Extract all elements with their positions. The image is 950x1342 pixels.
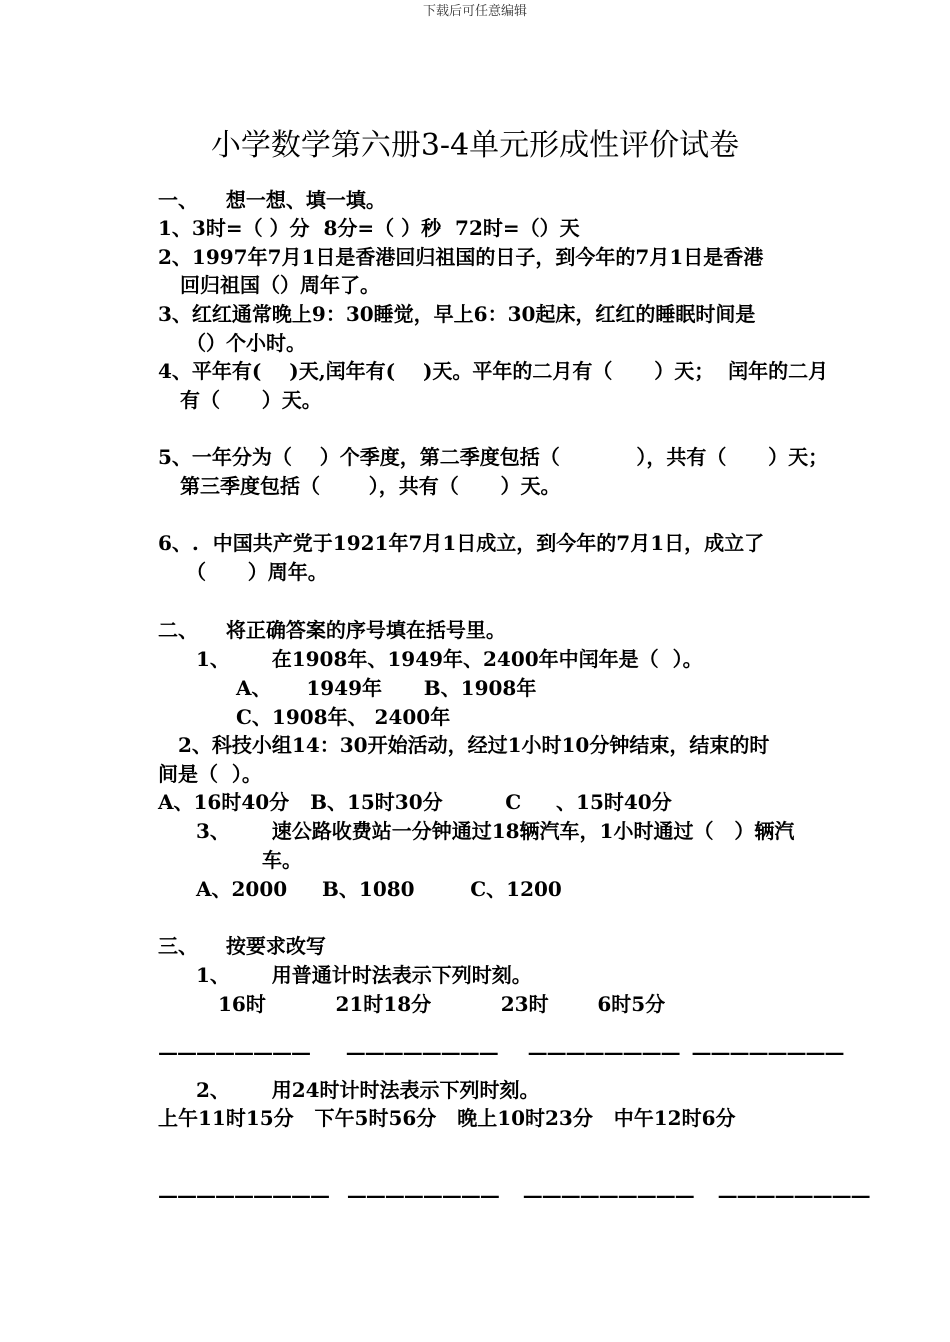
s1-question-3-line2: （）个小时。 [186, 331, 306, 355]
s2-question-3-line2: 车。 [262, 848, 302, 872]
page-header: 下载后可任意编辑 [422, 4, 527, 19]
section1-heading: 一、 想一想、填一填。 [158, 188, 386, 212]
s2-question-3-line1: 3、 速公路收费站一分钟通过18辆汽车，1小时通过（ ）辆汽 [196, 819, 795, 843]
s3-question-2: 2、 用24时计时法表示下列时刻。 [196, 1078, 540, 1102]
s2-question-1: 1、 在1908年、1949年、2400年中闰年是（ ）。 [196, 647, 703, 671]
s1-question-5-line2: 第三季度包括（ ），共有（ ）天。 [180, 474, 561, 498]
s2-question-1-options-b: C、1908年、 2400年 [236, 705, 451, 729]
s1-question-1: 1、3时=（ ）分 8分=（ ）秒 72时=（）天 [158, 216, 580, 240]
s1-question-4-line2: 有（ ）天。 [180, 388, 322, 412]
s3-question-1-items: 16时 21时18分 23时 6时5分 [218, 992, 666, 1016]
s3-question-1: 1、 用普通计时法表示下列时刻。 [196, 963, 532, 987]
s3-question-2-answer-blanks: ————————— ———————— ————————— ———————— [158, 1183, 870, 1207]
s2-question-1-options-a: A、 1949年 B、1908年 [236, 676, 537, 700]
s2-question-2-options: A、16时40分 B、15时30分 C 、15时40分 [158, 790, 672, 814]
s3-question-1-answer-blanks: ———————— ———————— ———————— ———————— [158, 1040, 844, 1064]
s2-question-2-line1: 2、科技小组14：30开始活动，经过1小时10分钟结束，结束的时 [178, 733, 770, 757]
s1-question-2-line2: 回归祖国（）周年了。 [180, 273, 380, 297]
s1-question-4-line1: 4、平年有( )天,闰年有( )天。平年的二月有（ ）天； 闰年的二月 [158, 359, 829, 383]
page-title: 小学数学第六册3-4单元形成性评价试卷 [210, 128, 740, 163]
s2-question-3-options: A、2000 B、1080 C、1200 [196, 877, 562, 901]
section2-heading: 二、 将正确答案的序号填在括号里。 [158, 618, 506, 642]
s1-question-3-line1: 3、红红通常晚上9：30睡觉，早上6：30起床，红红的睡眠时间是 [158, 302, 756, 326]
s1-question-6-line2: （ ）周年。 [186, 560, 328, 584]
s1-question-2-line1: 2、1997年7月1日是香港回归祖国的日子，到今年的7月1日是香港 [158, 245, 764, 269]
s3-question-2-items: 上午11时15分 下午5时56分 晚上10时23分 中午12时6分 [158, 1106, 736, 1130]
section3-heading: 三、 按要求改写 [158, 934, 326, 958]
s1-question-6-line1: 6、. 中国共产党于1921年7月1日成立，到今年的7月1日，成立了 [158, 531, 765, 555]
s1-question-5-line1: 5、一年分为（ ）个季度，第二季度包括（ ），共有（ ）天； [158, 445, 829, 469]
s2-question-2-line2: 间是（ ）。 [158, 762, 262, 786]
